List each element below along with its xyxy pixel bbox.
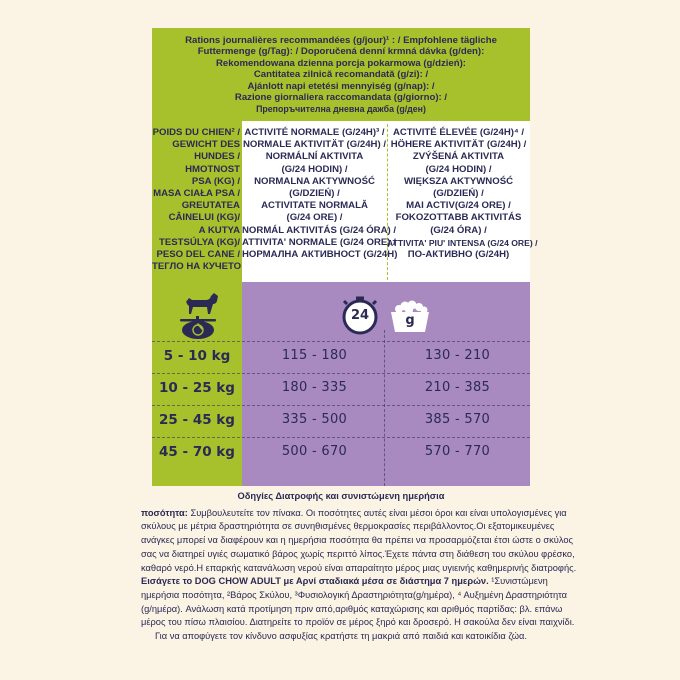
greek-text-tail: ¹Συνιστώμενη bbox=[488, 576, 548, 587]
high-activity-header bbox=[387, 127, 538, 261]
high-activity-line: (G/24 ÓRA) / bbox=[430, 224, 487, 236]
normal-activity-line: NORMALNA AKTYWNOŚĆ bbox=[254, 175, 375, 187]
row-high-portion: 210 - 385 bbox=[424, 380, 491, 395]
header-line: Futtermenge (g/Tag): / Doporučená denní krmná dávka (g/den): bbox=[197, 46, 485, 58]
row-divider bbox=[152, 437, 530, 438]
high-activity-line: WIĘKSZA AKTYWNOŚĆ bbox=[403, 175, 514, 187]
header-line: Cantitatea zilnică recomandată (g/zi): / bbox=[253, 69, 429, 81]
weight-header-line: GREUTATEA bbox=[181, 200, 240, 212]
greek-line bbox=[141, 534, 573, 548]
greek-line bbox=[141, 548, 575, 562]
weight-header-line: GEWICHT DES bbox=[172, 139, 240, 151]
high-activity-line: ATTIVITA' PIU' INTENSA (G/24 ORE) / bbox=[387, 237, 538, 248]
greek-line bbox=[141, 520, 555, 534]
greek-line bbox=[141, 603, 563, 617]
normal-activity-line: NORMÁLNÍ AKTIVITA bbox=[265, 151, 364, 163]
row-normal-portion: 500 - 670 bbox=[281, 444, 348, 459]
greek-text: ημερήσια ποσότητα, ²Βάρος Σκύλου, ³Φυσιολογική Δραστηριότητα(g/ημέρα), ⁴ Αυξημένη Δραστηριότητα bbox=[141, 589, 568, 600]
dog-on-scale-icon bbox=[174, 290, 224, 342]
greek-text: σκύλους με μέτρια δραστηριότητα σε συνηθισμένες θερμοκρασίες περιβάλλοντος.Οι εξατομικευμένες bbox=[141, 521, 555, 532]
row-normal-portion: 115 - 180 bbox=[281, 348, 348, 363]
row-high-portion: 130 - 210 bbox=[424, 348, 491, 363]
greek-bold-lead: ποσότητα: bbox=[141, 507, 188, 518]
high-activity-line: MAI ACTIV(G/24 ORE) / bbox=[406, 200, 511, 212]
high-activity-line: (G/24 HODIN) / bbox=[425, 163, 492, 175]
row-weight: 10 - 25 kg bbox=[159, 380, 235, 396]
weight-header-line: CÂINELUI (KG)/ bbox=[168, 212, 240, 224]
row-high-portion: 570 - 770 bbox=[424, 444, 491, 459]
ration-header bbox=[152, 28, 530, 121]
row-high-portion: 385 - 570 bbox=[424, 412, 491, 427]
greek-line bbox=[141, 562, 577, 576]
high-activity-line: ZVÝŠENÁ AKTIVITA bbox=[412, 151, 505, 163]
weight-header-line: HMOTNOST bbox=[185, 163, 240, 175]
greek-text: ανάγκες μπορεί να διαφέρουν και η ημερήσια ποσότητα θα πρέπει να προσαρμόζεται έτσι ώστε ο σκύλος bbox=[141, 535, 573, 546]
normal-activity-line: NORMALE AKTIVITÄT (G/24H) / bbox=[242, 139, 387, 151]
normal-activity-header bbox=[242, 127, 398, 261]
high-activity-line: (G/DZIEŃ) / bbox=[433, 188, 484, 200]
normal-activity-line: ACTIVITÉ NORMALE (G/24H)³ / bbox=[244, 127, 385, 138]
header-line: Ajánlott napi etetési mennyiség (g/nap): / bbox=[247, 80, 435, 92]
high-activity-line: FOKOZOTTABB AKTIVITÁS bbox=[395, 212, 522, 224]
high-activity-line: ACTIVITÉ ÉLEVÉE (G/24H)⁴ / bbox=[392, 127, 525, 138]
greek-feeding-guide bbox=[141, 490, 577, 644]
greek-line bbox=[141, 490, 541, 504]
normal-activity-line: (G/DZIEŃ) / bbox=[289, 188, 340, 200]
greek-line bbox=[141, 616, 575, 630]
header-line: Razione giornaliera raccomandata (g/giorno): / bbox=[234, 92, 448, 104]
greek-line bbox=[141, 630, 541, 644]
header-line: Препоръчителна дневна дажба (g/ден) bbox=[256, 103, 426, 114]
greek-line bbox=[141, 507, 567, 521]
normal-activity-line: ATTIVITA' NORMALE (G/24 ORE) / bbox=[242, 236, 396, 248]
weight-header-line: MASA CIAŁA PSA / bbox=[153, 188, 240, 200]
greek-text: (g/ημέρα). Ανάλωση κατά προτίμηση πριν από,αριθμός καταχώρισης και αριθμός παρτίδας: βλ. επάνω bbox=[141, 603, 563, 614]
greek-text: μέρος του πίσω πλαισίου. Διατηρείτε το προϊόν σε μέρος ξηρό και δροσερό. Η σακούλα δεν είναι παιχνίδι. bbox=[141, 617, 575, 628]
weight-header-line: A KUTYA bbox=[198, 224, 240, 236]
greek-line bbox=[141, 575, 548, 589]
row-divider bbox=[152, 373, 530, 374]
weight-header-line: ТЕГЛО НА КУЧЕТО bbox=[152, 261, 242, 273]
greek-text: Εισάγετε το DOG CHOW ADULT με Αρνί σταδιακά μέσα σε διάστημα 7 ημερών. bbox=[141, 576, 489, 587]
row-divider bbox=[152, 405, 530, 406]
header-line: Rekomendowana dzienna porcja pokarmowa (g/dzień): bbox=[215, 57, 466, 69]
row-divider bbox=[152, 341, 530, 342]
weight-header-line: HUNDES / bbox=[194, 151, 240, 163]
normal-activity-line: ACTIVITATE NORMALĂ bbox=[261, 200, 368, 212]
row-weight: 45 - 70 kg bbox=[159, 444, 235, 460]
row-weight: 25 - 45 kg bbox=[159, 412, 235, 428]
greek-text: σας να διατηρεί υγιές σωματικό βάρος χωρίς περιττό λίπος.Έχετε πάντα στη διάθεση του σκύλου φρέσκο, bbox=[141, 548, 575, 559]
greek-text: καθαρό νερό.Η επαρκής κατανάλωση νερού είναι απαραίτητο μέρος μιας υγιεινής καθημερινής διατροφής. bbox=[141, 562, 577, 573]
weight-header-line: TESTSÚLYA (KG)/ bbox=[158, 236, 240, 248]
normal-activity-line: (G/24 HODIN) / bbox=[281, 163, 348, 175]
clock-label: 24 bbox=[350, 308, 370, 323]
greek-text: Οδηγίες Διατροφής και συνιστώμενη ημερήσια bbox=[237, 491, 445, 501]
24h-clock-icon bbox=[340, 296, 380, 336]
high-activity-line: HÖHERE AKTIVITÄT (G/24H) / bbox=[390, 139, 527, 151]
greek-text: Για να αποφύγετε τον κίνδυνο ασφυξίας κρατήστε τη μακριά από παιδιά και κατοικίδια ζώα. bbox=[154, 631, 528, 642]
greek-line bbox=[141, 589, 568, 603]
food-bowl-icon bbox=[385, 298, 435, 336]
greek-text: Συμβουλευτείτε τον πίνακα. Οι ποσότητες αυτές είναι μέσοι όροι και είναι υπολογισμένες για bbox=[187, 507, 567, 518]
row-normal-portion: 180 - 335 bbox=[281, 380, 348, 395]
normal-activity-line: (G/24 ORE) / bbox=[286, 212, 343, 224]
weight-header-line: POIDS DU CHIEN² / bbox=[152, 127, 240, 138]
row-weight: 5 - 10 kg bbox=[163, 348, 231, 364]
normal-activity-line: НОРМАЛНА АКТИВНОСТ (G/24H) bbox=[242, 249, 398, 261]
weight-header bbox=[152, 127, 242, 273]
normal-activity-line: NORMÁL AKTIVITÁS (G/24 ÓRA) / bbox=[242, 224, 397, 236]
row-normal-portion: 335 - 500 bbox=[281, 412, 348, 427]
header-line: Rations journalières recommandées (g/jour)¹ : / Empfohlene tägliche bbox=[185, 34, 497, 46]
weight-header-line: PSA (KG) / bbox=[191, 175, 240, 187]
bowl-label: g bbox=[405, 313, 415, 328]
weight-header-line: PESO DEL CANE / bbox=[156, 249, 240, 261]
high-activity-line: ПО-АКТИВНО (G/24H) bbox=[407, 249, 510, 261]
